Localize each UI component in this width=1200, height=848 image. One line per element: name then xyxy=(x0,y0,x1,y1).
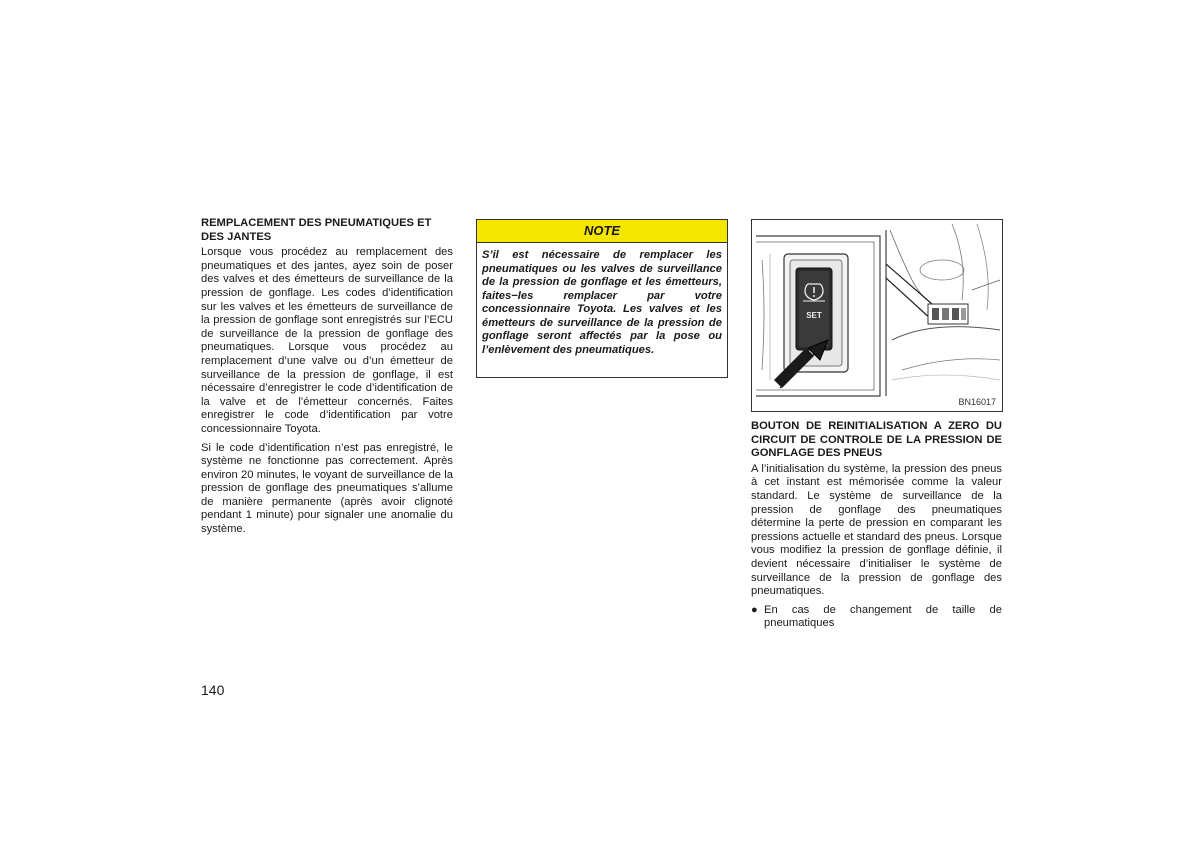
paragraph-id-code: Si le code d’identification n’est pas enregistré, le système ne fonctionne pas correctement. Après environ 20 minutes, le voyant de surveillance de la pression de gonflage des pneumatiques s’allume de manière permanente (après avoir clignoté pendant 1 minute) pour signaler une anomalie du système. xyxy=(201,441,453,536)
note-text: S’il est nécessaire de remplacer les pneumatiques ou les valves de surveillance de la pression de gonflage et les émetteurs, faites−les remplacer par votre concessionnaire Toyota. Les valves et les émetteurs de surveillance de la pression de gonflage seront affectés par la pose ou l’enlèvement des pneumatiques. xyxy=(482,249,722,356)
paragraph-replacement: Lorsque vous procédez au remplacement des pneumatiques et des jantes, ayez soin de poser des valves et des émetteurs de surveillance de la pression de gonflage. Les codes d’identification sur les valves et les émetteurs de surveillance de la pression de gonflage sont enregistrés sur l’ECU de surveillance de la pression de gonflage des pneumatiques. Lorsque vous procédez au remplacement d’une valve ou d’un émetteur de surveillance de la pression de gonflage, il est nécessaire d’enregistrer le code d’identification de la valve et de l’émetteur concernés. Faites enregistrer le code d’identification par votre concessionnaire Toyota. xyxy=(201,246,453,435)
figure-code: BN16017 xyxy=(958,397,996,407)
dashboard-illustration xyxy=(752,220,1002,411)
reset-button-illustration xyxy=(751,219,1003,412)
section-heading-reset: BOUTON DE REINITIALISATION A ZERO DU CIRCUIT DE CONTROLE DE LA PRESSION DE GONFLAGE DES PNEUS xyxy=(751,420,1002,460)
section-heading-replacement: REMPLACEMENT DES PNEUMATIQUES ET DES JANTES xyxy=(201,217,432,243)
page-number: 140 xyxy=(201,682,225,698)
bullet-dot-icon: ● xyxy=(751,603,758,616)
set-label: SET xyxy=(806,311,822,320)
bullet-item xyxy=(751,604,1002,631)
right-column xyxy=(751,420,1002,631)
note-box xyxy=(476,219,728,378)
bullet-text: En cas de changement de taille de pneumatiques xyxy=(764,603,1002,630)
note-title: NOTE xyxy=(477,220,727,243)
left-column xyxy=(201,217,453,542)
paragraph-initialisation: A l’initialisation du système, la pression des pneus à cet instant est mémorisée comme la valeur standard. Le système de surveillance de la pression de gonflage des pneumatiques détermine la perte de pression en comparant les pressions actuelle et standard des pneus. Lorsque vous modifiez la pression de gonflage définie, il devient nécessaire d’initialiser le système de surveillance de la pression de gonflage des pneumatiques. xyxy=(751,462,1002,598)
